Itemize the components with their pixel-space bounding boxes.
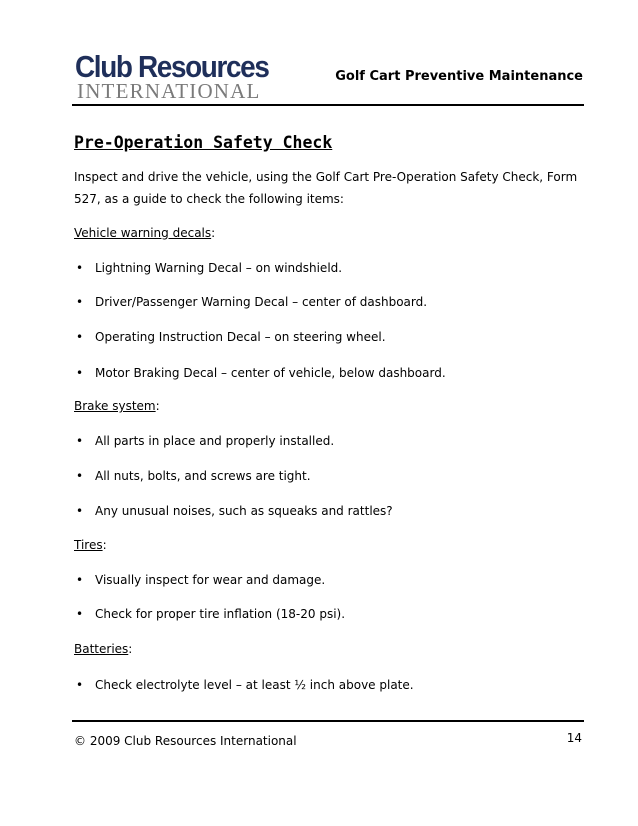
- group-heading-text: Batteries: [74, 642, 129, 656]
- list-item: Check for proper tire inflation (18-20 psi).: [95, 607, 346, 621]
- logo-line-2: INTERNATIONAL: [77, 79, 261, 103]
- group-heading-batteries: Batteries:: [74, 642, 133, 656]
- bullet-icon: •: [76, 469, 84, 483]
- list-item: Operating Instruction Decal – on steering wheel.: [95, 330, 386, 344]
- group-heading-decals: Vehicle warning decals:: [74, 226, 216, 240]
- list-item: Driver/Passenger Warning Decal – center of dashboard.: [95, 295, 428, 309]
- group-heading-text: Tires: [74, 538, 103, 552]
- logo-line-1: Club Resources: [75, 49, 269, 84]
- bullet-icon: •: [76, 330, 84, 344]
- copyright-notice: © 2009 Club Resources International: [74, 734, 297, 748]
- list-item: Visually inspect for wear and damage.: [95, 573, 326, 587]
- group-heading-brakes: Brake system:: [74, 399, 160, 413]
- page-number: 14: [566, 731, 582, 745]
- bullet-icon: •: [76, 504, 84, 518]
- footer-divider: [72, 720, 584, 722]
- bullet-icon: •: [76, 434, 84, 448]
- group-heading-text: Brake system: [74, 399, 156, 413]
- header-divider: [72, 104, 584, 106]
- bullet-icon: •: [76, 678, 84, 692]
- list-item: Any unusual noises, such as squeaks and rattles?: [95, 504, 393, 518]
- list-item: All nuts, bolts, and screws are tight.: [95, 469, 311, 483]
- group-heading-text: Vehicle warning decals: [74, 226, 212, 240]
- list-item: All parts in place and properly installed.: [95, 434, 335, 448]
- section-title: Pre-Operation Safety Check: [74, 133, 333, 152]
- bullet-icon: •: [76, 261, 84, 275]
- list-item: Lightning Warning Decal – on windshield.: [95, 261, 343, 275]
- list-item: Check electrolyte level – at least ½ inch above plate.: [95, 678, 414, 692]
- club-resources-logo: [75, 49, 269, 103]
- bullet-icon: •: [76, 295, 84, 309]
- intro-paragraph: Inspect and drive the vehicle, using the Golf Cart Pre-Operation Safety Check, Form 527, as a guide to check the following items:: [74, 170, 578, 206]
- bullet-icon: •: [76, 366, 84, 380]
- list-item: Motor Braking Decal – center of vehicle, below dashboard.: [95, 366, 446, 380]
- document-title: Golf Cart Preventive Maintenance: [335, 69, 583, 84]
- bullet-icon: •: [76, 573, 84, 587]
- bullet-icon: •: [76, 607, 84, 621]
- group-heading-tires: Tires:: [74, 538, 107, 552]
